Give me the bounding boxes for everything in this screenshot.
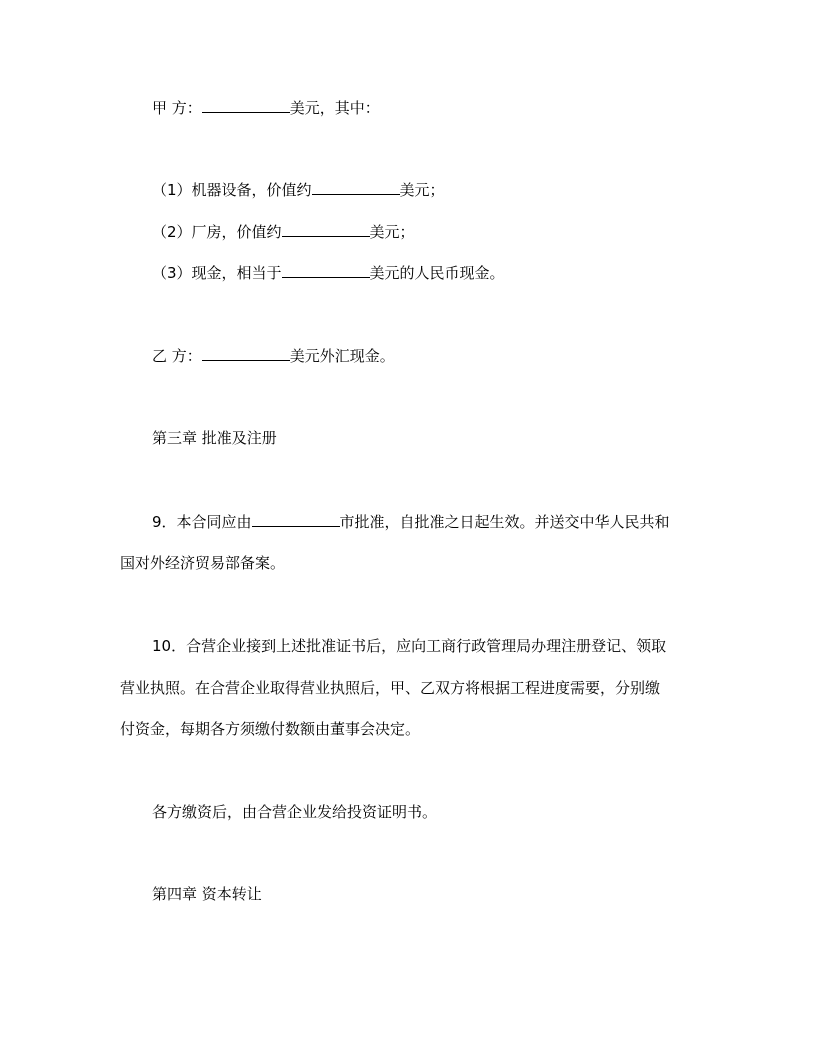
item-2-amount-blank [282,222,370,237]
party-a-line [152,98,380,118]
clause-9-suffix: 市批准，自批准之日起生效。并送交中华人民共和 [339,513,670,531]
clause-9-line-2: 国对外经济贸易部备案。 [120,554,286,572]
item-1-prefix: （1）机器设备，价值约 [152,181,312,199]
party-a-amount-blank [202,98,290,113]
clause-10-line-3: 付资金，每期各方须缴付数额由董事会决定。 [120,720,421,738]
item-3-prefix: （3）现金，相当于 [152,264,282,282]
party-b-line [152,346,395,366]
chapter-four-heading: 第四章 资本转让 [152,885,262,903]
party-b-label: 乙 方： [152,347,202,365]
item-2-line [152,222,415,242]
clause-10-line-1: 10．合营企业接到上述批准证书后，应向工商行政管理局办理注册登记、领取 [152,637,667,655]
party-b-suffix: 美元外汇现金。 [289,347,395,365]
item-3-amount-blank [282,263,370,278]
clause-9-line-1 [152,512,670,532]
party-a-suffix: 美元，其中： [289,99,380,117]
item-3-suffix: 美元的人民币现金。 [369,264,505,282]
item-3-line [152,263,505,283]
clause-10-line-2: 营业执照。在合营企业取得营业执照后，甲、乙双方将根据工程进度需要，分别缴 [120,679,661,697]
item-1-line [152,180,445,200]
chapter-three-heading: 第三章 批准及注册 [152,429,277,447]
party-a-label: 甲 方： [152,99,202,117]
clause-9-city-blank [252,512,340,527]
item-2-suffix: 美元； [369,223,415,241]
payment-certificate-paragraph: 各方缴资后，由合营企业发给投资证明书。 [152,803,438,821]
item-1-amount-blank [312,180,400,195]
item-2-prefix: （2）厂房，价值约 [152,223,282,241]
item-1-suffix: 美元； [399,181,445,199]
party-b-amount-blank [202,346,290,361]
clause-9-prefix: 9．本合同应由 [152,513,252,531]
